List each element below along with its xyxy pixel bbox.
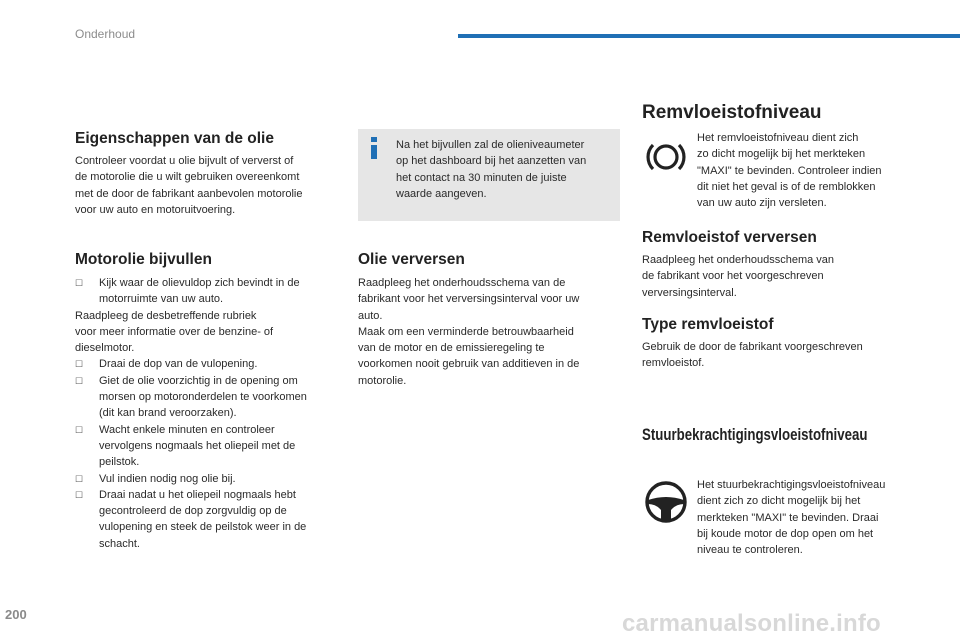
brake-type-heading: Type remvloeistof bbox=[642, 316, 774, 333]
brake-change-heading: Remvloeistof verversen bbox=[642, 229, 817, 246]
page-number: 200 bbox=[5, 607, 27, 622]
list-item: ☐ Vul indien nodig nog olie bij. bbox=[75, 471, 345, 487]
info-box bbox=[358, 129, 620, 221]
brake-level-text: Het remvloeistofniveau dient zich zo dicht mogelijk bij het merkteken "MAXI" te bevinden. Controleer indien dit niet het geval is of de remblokken van uw auto zijn versleten. bbox=[697, 132, 882, 210]
brake-type-text: Gebruik de door de fabrikant voorgeschreven remvloeistof. bbox=[642, 341, 863, 370]
brake-level-heading: Remvloeistofniveau bbox=[642, 102, 822, 123]
list-item: ☐ Wacht enkele minuten en controleer vervolgens nogmaals het oliepeil met de peilstok. bbox=[75, 422, 345, 471]
topup-steps-list bbox=[75, 275, 345, 552]
section-label: Onderhoud bbox=[75, 27, 136, 41]
oil-properties-text: Controleer voordat u olie bijvult of ververst of de motorolie die u wilt gebruiken overeenkomt met de door de fabrikant aanbevolen motorolie voor uw auto en motoruitvoering. bbox=[75, 155, 303, 216]
oil-change-text: Raadpleeg het onderhoudsschema van de fabrikant voor het verversingsinterval voor uw auto. Maak om een verminderde betrouwbaarheid van de motor en de emissieregeling te voorkomen nooit gebruik van additieven in de motorolie. bbox=[358, 277, 580, 387]
info-icon bbox=[369, 137, 379, 159]
brake-change-text: Raadpleeg het onderhoudsschema van de fabrikant voor het voorgeschreven verversingsinterval. bbox=[642, 254, 835, 299]
header-accent-bar bbox=[458, 34, 960, 38]
steering-wheel-icon bbox=[644, 480, 688, 524]
oil-change-heading: Olie verversen bbox=[358, 251, 465, 268]
steering-fluid-heading: Stuurbekrachtigingsvloeistofniveau bbox=[642, 425, 868, 444]
list-item: ☐ Draai de dop van de vulopening. bbox=[75, 356, 345, 372]
list-item: ☐ Giet de olie voorzichtig in de opening om morsen op motoronderdelen te voorkomen (dit kan brand veroorzaken). bbox=[75, 373, 345, 422]
oil-properties-heading: Eigenschappen van de olie bbox=[75, 130, 274, 147]
list-item: Raadpleeg de desbetreffende rubriek voor meer informatie over de benzine- of dieselmotor. bbox=[75, 309, 274, 355]
info-text: Na het bijvullen zal de olieniveaumeter op het dashboard bij het aanzetten van het contact na 30 minuten de juiste waarde aangeven. bbox=[396, 139, 587, 200]
list-item: ☐ Draai nadat u het oliepeil nogmaals hebt gecontroleerd de dop zorgvuldig op de vulopening en steek de peilstok weer in de schacht. bbox=[75, 487, 345, 552]
watermark-text: carmanualsonline.info bbox=[622, 610, 881, 637]
brake-warning-icon bbox=[644, 135, 688, 179]
steering-fluid-text: Het stuurbekrachtigingsvloeistofniveau dient zich zo dicht mogelijk bij het merkteken "MAXI" te bevinden. Draai bij koude motor de dop open om het niveau te controleren. bbox=[697, 479, 886, 557]
topup-heading: Motorolie bijvullen bbox=[75, 251, 212, 268]
list-item: ☐ Kijk waar de olievuldop zich bevindt in de motorruimte van uw auto. bbox=[75, 275, 345, 308]
